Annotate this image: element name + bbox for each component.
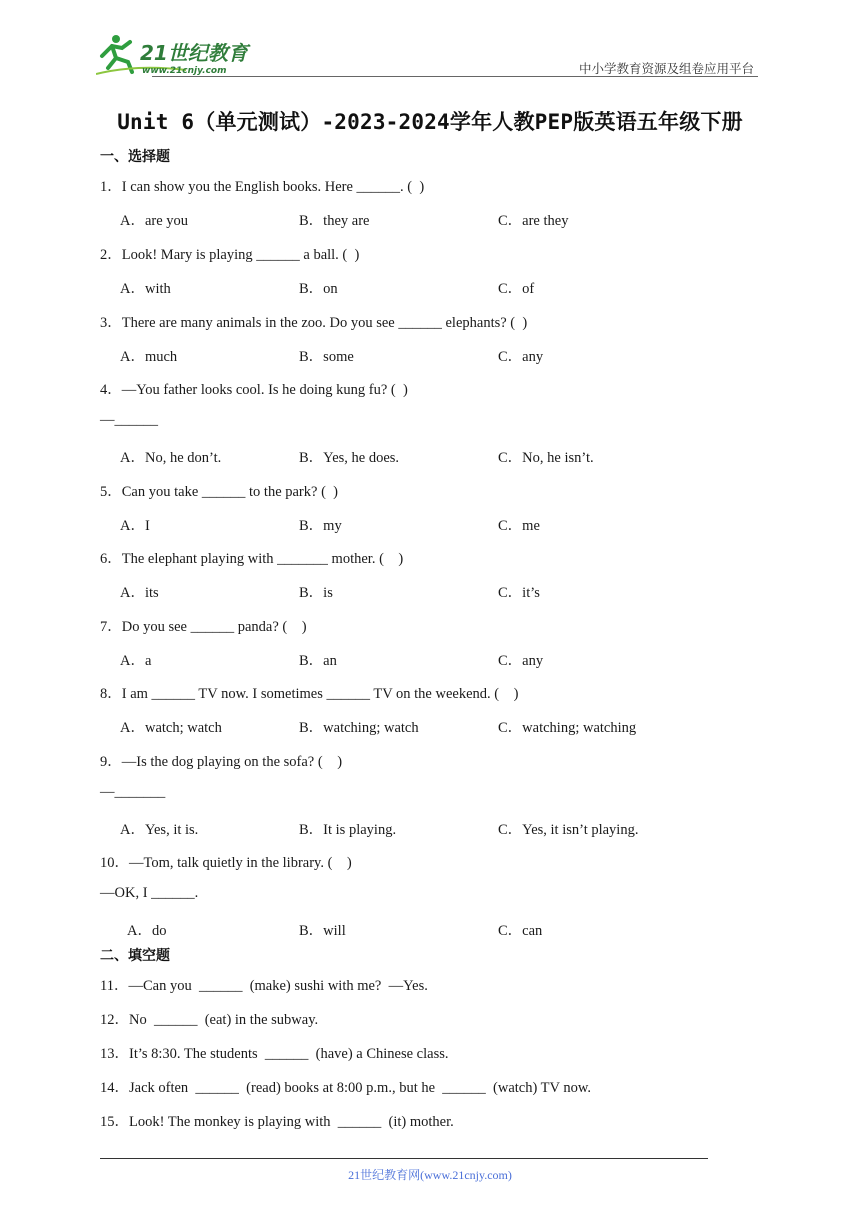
question-3-stem: 3．There are many animals in the zoo. Do you see ______ elephants? ( ) (100, 315, 528, 331)
question-2-option-a: A．with (120, 281, 171, 297)
question-8-option-b: B．watching; watch (299, 720, 419, 736)
question-7-stem: 7．Do you see ______ panda? ( ) (100, 619, 307, 635)
question-6-option-b: B．is (299, 585, 333, 601)
section-heading-choice: 一、选择题 (100, 149, 170, 165)
question-8-stem: 8．I am ______ TV now. I sometimes ______ TV on the weekend. ( ) (100, 686, 519, 702)
question-10-option-c: C．can (498, 923, 543, 939)
fill-question-12: 12．No ______ (eat) in the subway. (100, 1012, 319, 1028)
question-9-answer-line: —_______ (100, 784, 166, 800)
fill-question-14: 14．Jack often ______ (read) books at 8:00 p.m., but he ______ (watch) TV now. (100, 1080, 592, 1096)
question-4-option-b: B．Yes, he does. (299, 450, 400, 466)
svg-text:www.21cnjy.com: www.21cnjy.com (142, 66, 227, 76)
question-2-stem: 2．Look! Mary is playing ______ a ball. ( ) (100, 247, 360, 263)
question-10-answer-line: —OK, I ______. (100, 885, 199, 901)
footer-text: 21世纪教育网(www.21cnjy.com) (348, 1168, 512, 1182)
header-divider (152, 76, 758, 77)
question-1-option-a: A．are you (120, 213, 189, 229)
question-2-option-c: C．of (498, 281, 535, 297)
question-6-option-c: C．it’s (498, 585, 540, 601)
fill-question-15: 15．Look! The monkey is playing with ______ (it) mother. (100, 1114, 454, 1130)
svg-text:21世纪教育: 21世纪教育 (140, 41, 248, 65)
question-4-option-c: C．No, he isn’t. (498, 450, 594, 466)
question-9-option-a: A．Yes, it is. (120, 822, 199, 838)
question-9-option-b: B．It is playing. (299, 822, 397, 838)
question-7-option-b: B．an (299, 653, 337, 669)
fill-question-13: 13．It’s 8:30. The students ______ (have) a Chinese class. (100, 1046, 449, 1062)
question-6-stem: 6．The elephant playing with _______ mother. ( ) (100, 551, 404, 567)
question-6-option-a: A．its (120, 585, 159, 601)
question-3-option-b: B．some (299, 349, 354, 365)
question-5-option-b: B．my (299, 518, 342, 534)
question-4-option-a: A．No, he don’t. (120, 450, 222, 466)
question-3-option-a: A．much (120, 349, 178, 365)
question-7-option-a: A．a (120, 653, 152, 669)
fill-question-11: 11．—Can you ______ (make) sushi with me? —Yes. (100, 978, 428, 994)
question-5-option-a: A．I (120, 518, 150, 534)
footer-divider (100, 1158, 708, 1159)
question-9-option-c: C．Yes, it isn’t playing. (498, 822, 639, 838)
logo-21cnjy (96, 30, 266, 78)
question-10-stem: 10．—Tom, talk quietly in the library. ( ) (100, 855, 352, 871)
question-5-option-c: C．me (498, 518, 540, 534)
question-1-option-c: C．are they (498, 213, 569, 229)
question-9-stem: 9．—Is the dog playing on the sofa? ( ) (100, 754, 343, 770)
question-3-option-c: C．any (498, 349, 544, 365)
question-4-answer-line: —______ (100, 412, 158, 428)
question-1-stem: 1．I can show you the English books. Here ______. ( ) (100, 179, 425, 195)
header-platform-text: 中小学教育资源及组卷应用平台 (578, 61, 754, 76)
question-5-stem: 5．Can you take ______ to the park? ( ) (100, 484, 338, 500)
question-1-option-b: B．they are (299, 213, 370, 229)
question-10-option-a: A．do (127, 923, 167, 939)
question-2-option-b: B．on (299, 281, 338, 297)
section-heading-fill: 二、填空题 (100, 948, 170, 964)
question-8-option-a: A．watch; watch (120, 720, 222, 736)
question-8-option-c: C．watching; watching (498, 720, 637, 736)
page-title: Unit 6（单元测试）-2023-2024学年人教PEP版英语五年级下册 (117, 110, 743, 134)
page-header (96, 30, 758, 78)
question-7-option-c: C．any (498, 653, 544, 669)
question-4-stem: 4．—You father looks cool. Is he doing kung fu? ( ) (100, 382, 408, 398)
question-10-option-b: B．will (299, 923, 346, 939)
